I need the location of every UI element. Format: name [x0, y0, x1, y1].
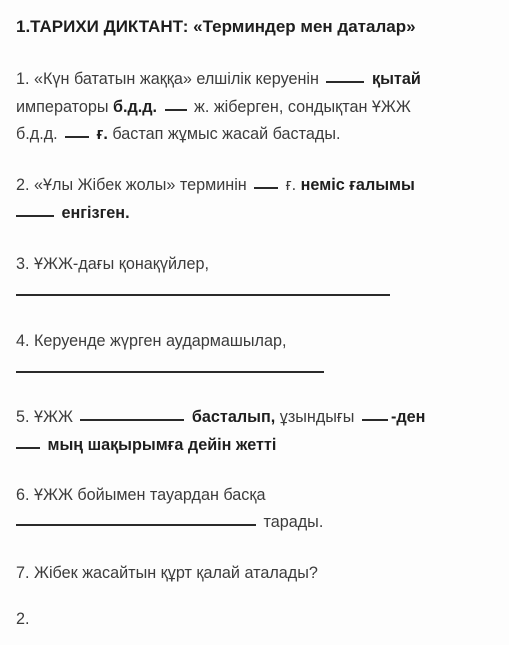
q1-blank-2[interactable] [165, 109, 187, 111]
q2-text-d: енгізген. [61, 204, 130, 222]
q5-blank-1[interactable] [80, 419, 184, 421]
q5-text-a: 5. ҰЖЖ [16, 408, 73, 426]
question-1-line-1 [16, 70, 421, 89]
q5-blank-2[interactable] [362, 419, 388, 421]
q2-text-a: 2. «Ұлы Жібек жолы» терминін [16, 176, 247, 194]
q1-text-e: ж. жіберген, сондықтан ҰЖЖ [194, 98, 411, 116]
q4-text-a: 4. Керуенде жүрген аудармашылар, [16, 332, 287, 350]
q1-blank-1[interactable] [326, 81, 364, 83]
question-1-line-3 [16, 125, 340, 144]
question-5-line-1 [16, 408, 425, 427]
q2-blank-1[interactable] [254, 187, 278, 189]
q6-text-a: 6. ҰЖЖ бойымен тауардан басқа [16, 486, 266, 504]
q1-text-f: б.д.д. [16, 125, 58, 143]
q1-text-g: ғ. [96, 125, 108, 143]
q3-blank[interactable] [16, 294, 390, 296]
question-2-line-2 [16, 204, 130, 223]
q7-text-a: 7. Жібек жасайтын құрт қалай аталады? [16, 564, 318, 582]
question-7-line-1 [16, 564, 318, 583]
question-3-line-1 [16, 255, 209, 274]
question-6-line-1 [16, 486, 265, 505]
item-2-label [16, 610, 30, 629]
q1-text-c: императоры [16, 98, 109, 116]
q1-text-a: 1. «Күн бататын жаққа» елшілік керуенін [16, 70, 319, 88]
question-4-line-2 [16, 360, 327, 379]
q2-blank-2[interactable] [16, 215, 54, 217]
q4-blank[interactable] [16, 371, 324, 373]
q5-text-c: ұзындығы [279, 408, 355, 426]
q2-text-b: ғ. [285, 176, 297, 194]
item-2-text: 2. [16, 610, 30, 628]
q5-text-b: басталып, [191, 408, 276, 426]
q5-blank-3[interactable] [16, 447, 40, 449]
q1-text-h: бастап жұмыс жасай бастады. [112, 125, 341, 143]
question-6-line-2 [16, 513, 323, 532]
question-5-line-2 [16, 436, 276, 455]
q5-text-d: -ден [390, 408, 426, 426]
q1-blank-3[interactable] [65, 136, 89, 138]
q1-text-d: б.д.д. [112, 98, 158, 116]
q5-text-e: мың шақырымға дейін жетті [47, 436, 277, 454]
question-2-line-1 [16, 176, 415, 195]
q3-text-a: 3. ҰЖЖ-дағы қонақүйлер, [16, 255, 209, 273]
q6-text-b: тарады. [263, 513, 324, 531]
q6-blank[interactable] [16, 524, 256, 526]
question-1-line-2 [16, 98, 411, 117]
question-3-line-2 [16, 283, 393, 302]
question-4-line-1 [16, 332, 287, 351]
q1-text-b: қытай [371, 70, 421, 88]
q2-text-c: неміс ғалымы [300, 176, 415, 194]
worksheet-title: 1.ТАРИХИ ДИКТАНТ: «Терминдер мен даталар» [16, 17, 416, 36]
